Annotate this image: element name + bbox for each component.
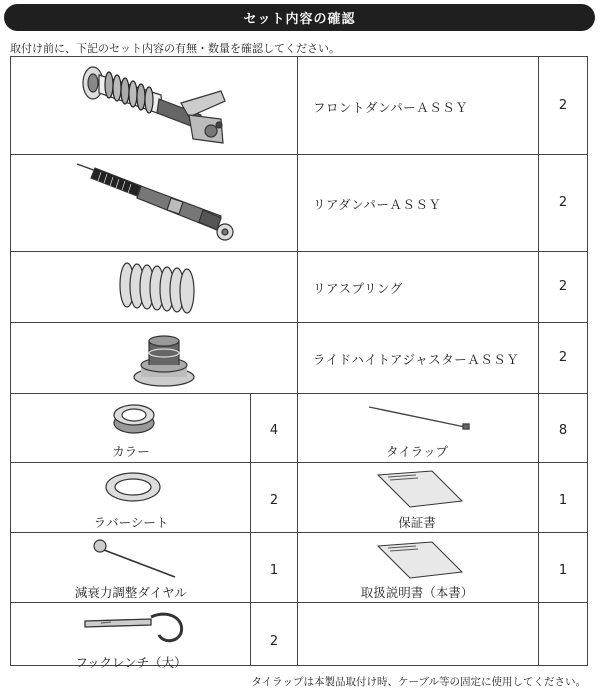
- part-quantity: 4: [269, 423, 279, 438]
- intro-text: 取付け前に、下記のセット内容の有無・数量を確認してください。: [10, 42, 340, 55]
- part-name: ライドハイトアジャスターＡＳＳＹ: [313, 352, 520, 367]
- manual-icon: [376, 540, 466, 580]
- part-name: 保証書: [398, 515, 436, 530]
- section-title-text: セット内容の確認: [243, 12, 356, 27]
- part-quantity: 1: [558, 563, 568, 578]
- row-divider: [11, 532, 587, 533]
- part-quantity: 2: [269, 493, 279, 508]
- ride-height-adjuster-icon: [129, 327, 199, 389]
- part-name: リアダンパーＡＳＳＹ: [313, 197, 442, 212]
- rear-damper-icon: [71, 160, 241, 246]
- part-name: フロントダンパーＡＳＳＹ: [313, 100, 469, 115]
- part-name: ラバーシート: [93, 515, 169, 530]
- row-divider: [11, 602, 587, 603]
- footnote: タイラップは本製品取付け時、ケーブル等の固定に使用してください。: [251, 676, 586, 688]
- row-divider: [11, 462, 587, 463]
- rear-spring-icon: [115, 257, 205, 317]
- part-quantity: 2: [558, 98, 568, 113]
- part-name: フックレンチ（大）: [75, 655, 187, 670]
- part-quantity: 2: [269, 634, 279, 649]
- row-divider: [11, 251, 587, 252]
- section-title: [4, 4, 595, 31]
- tie-wrap-icon: [365, 403, 475, 433]
- warranty-card-icon: [376, 469, 466, 509]
- row-divider: [11, 393, 587, 394]
- row-divider: [11, 322, 587, 323]
- damping-dial-icon: [91, 537, 181, 581]
- collar-icon: [111, 401, 157, 435]
- hook-wrench-icon: [81, 609, 191, 645]
- row-divider: [11, 154, 587, 155]
- part-quantity: 8: [558, 423, 568, 438]
- part-name: タイラップ: [385, 444, 448, 459]
- front-damper-icon: [71, 63, 241, 149]
- parts-table: [10, 56, 588, 670]
- part-name: リアスプリング: [313, 281, 403, 296]
- part-quantity: 1: [269, 563, 279, 578]
- part-quantity: 2: [558, 350, 568, 365]
- part-name: 取扱説明書（本書）: [360, 585, 474, 600]
- part-quantity: 2: [558, 195, 568, 210]
- part-quantity: 1: [558, 493, 568, 508]
- part-name: カラー: [112, 444, 150, 459]
- part-quantity: 2: [558, 279, 568, 294]
- part-name: 減衰力調整ダイヤル: [74, 585, 188, 600]
- rubber-sheet-icon: [103, 469, 163, 505]
